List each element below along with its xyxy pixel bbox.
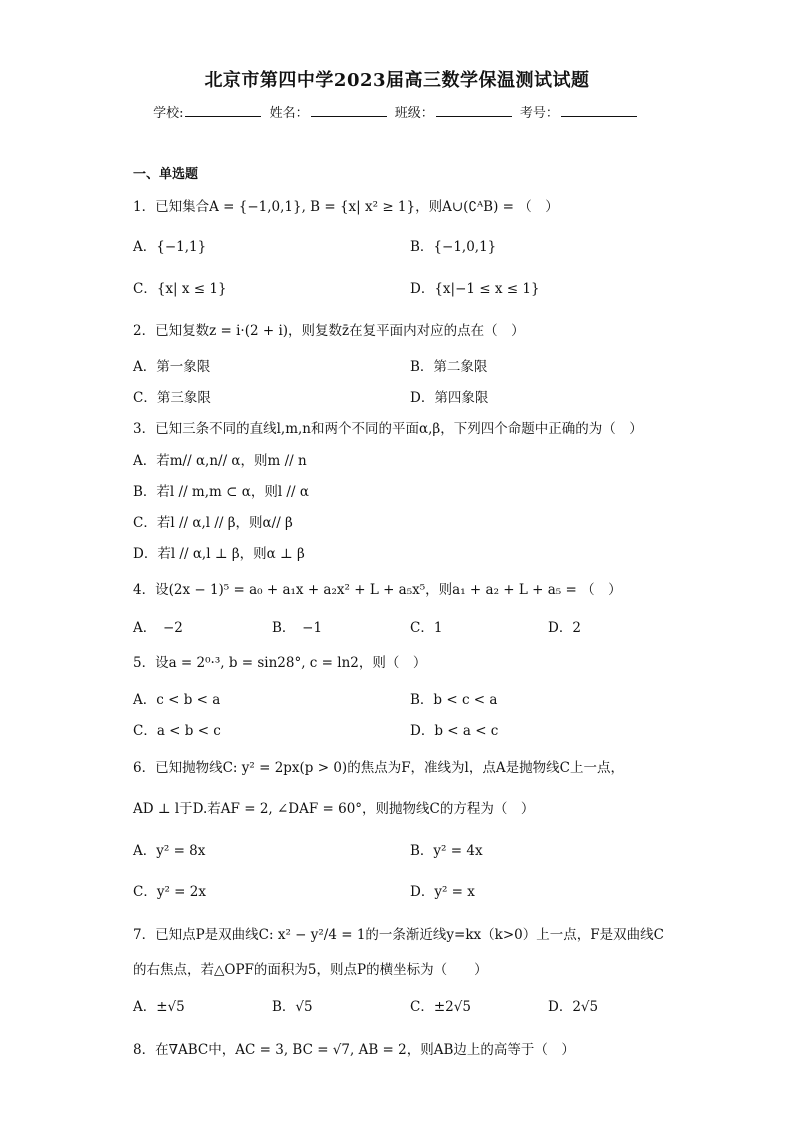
section-heading: 一、单选题 [133,167,199,182]
q5-option-a: A．c < b < a [133,692,221,708]
q6-option-c: C．y² = 2x [133,884,206,900]
q3-stem: 3．已知三条不同的直线l,m,n和两个不同的平面α,β，下列四个命题中正确的为（ ） [133,421,643,437]
q4-option-b: B． −1 [272,620,323,636]
exam-no-label: 考号： [519,106,559,121]
q4-stem: 4．设(2x − 1)⁵ = a₀ + a₁x + a₂x² + L + a₅x⁵，则a₁ + a₂ + L + a₅ = （ ） [133,582,622,598]
q4-option-d: D．2 [548,620,581,636]
class-label: 班级： [394,106,434,121]
q4-option-a: A． −2 [133,620,183,636]
q3-option-a: A．若m// α,n// α，则m // n [133,453,307,469]
q3-option-d: D．若l // α,l ⊥ β，则α ⊥ β [133,546,305,562]
q1-option-c: C．{x| x ≤ 1} [133,281,227,297]
q6-option-b: B．y² = 4x [410,843,483,859]
name-label: 姓名： [269,106,309,121]
q2-stem: 2．已知复数z = i·(2 + i)，则复数z̄在复平面内对应的点在（ ） [133,323,525,339]
q7-option-a: A．±√5 [133,999,185,1015]
q7-stem-line1: 7．已知点P是双曲线C: x² − y²/4 = 1的一条渐近线y=kx（k>0）上一点，F是双曲线C [133,927,664,943]
q5-stem: 5．设a = 2⁰·³, b = sin28°, c = ln2，则（ ） [133,655,427,671]
q1-stem: 1．已知集合A = {−1,0,1}, B = {x| x² ≥ 1}，则A∪(∁ᴬB) = （ ） [133,199,559,215]
student-info-line [0,102,794,121]
q2-option-b: B．第二象限 [410,359,488,375]
q8-stem: 8．在∇ABC中，AC = 3, BC = √7, AB = 2，则AB边上的高等于（ ） [133,1042,575,1058]
q7-option-c: C．±2√5 [410,999,471,1015]
q3-option-c: C．若l // α,l // β，则α// β [133,515,293,531]
q2-option-d: D．第四象限 [410,390,489,406]
name-blank [311,104,387,117]
exam-no-blank [561,104,637,117]
q6-stem-line2: AD ⊥ l于D.若AF = 2, ∠DAF = 60°，则抛物线C的方程为（ ） [133,801,535,817]
q6-option-a: A．y² = 8x [133,843,206,859]
q6-stem-line1: 6．已知抛物线C: y² = 2px(p > 0)的焦点为F，准线为l，点A是抛物线C上一点， [133,760,624,776]
q5-option-c: C．a < b < c [133,723,221,739]
q7-stem-line2: 的右焦点，若△OPF的面积为5，则点P的横坐标为（ ） [133,962,488,978]
q7-option-b: B．√5 [272,999,313,1015]
q2-option-c: C．第三象限 [133,390,211,406]
q7-option-d: D．2√5 [548,999,599,1015]
q1-option-a: A．{−1,1} [133,239,207,255]
q3-option-b: B．若l // m,m ⊂ α，则l // α [133,484,309,500]
q1-option-d: D．{x|−1 ≤ x ≤ 1} [410,281,540,297]
q2-option-a: A．第一象限 [133,359,211,375]
q6-option-d: D．y² = x [410,884,475,900]
q4-option-c: C．1 [410,620,443,636]
q1-option-b: B．{−1,0,1} [410,239,497,255]
school-label: 学校: [153,106,184,121]
class-blank [436,104,512,117]
page-title: 北京市第四中学2023届高三数学保温测试试题 [204,70,590,91]
school-blank [185,104,261,117]
q5-option-d: D．b < a < c [410,723,499,739]
q5-option-b: B．b < c < a [410,692,498,708]
